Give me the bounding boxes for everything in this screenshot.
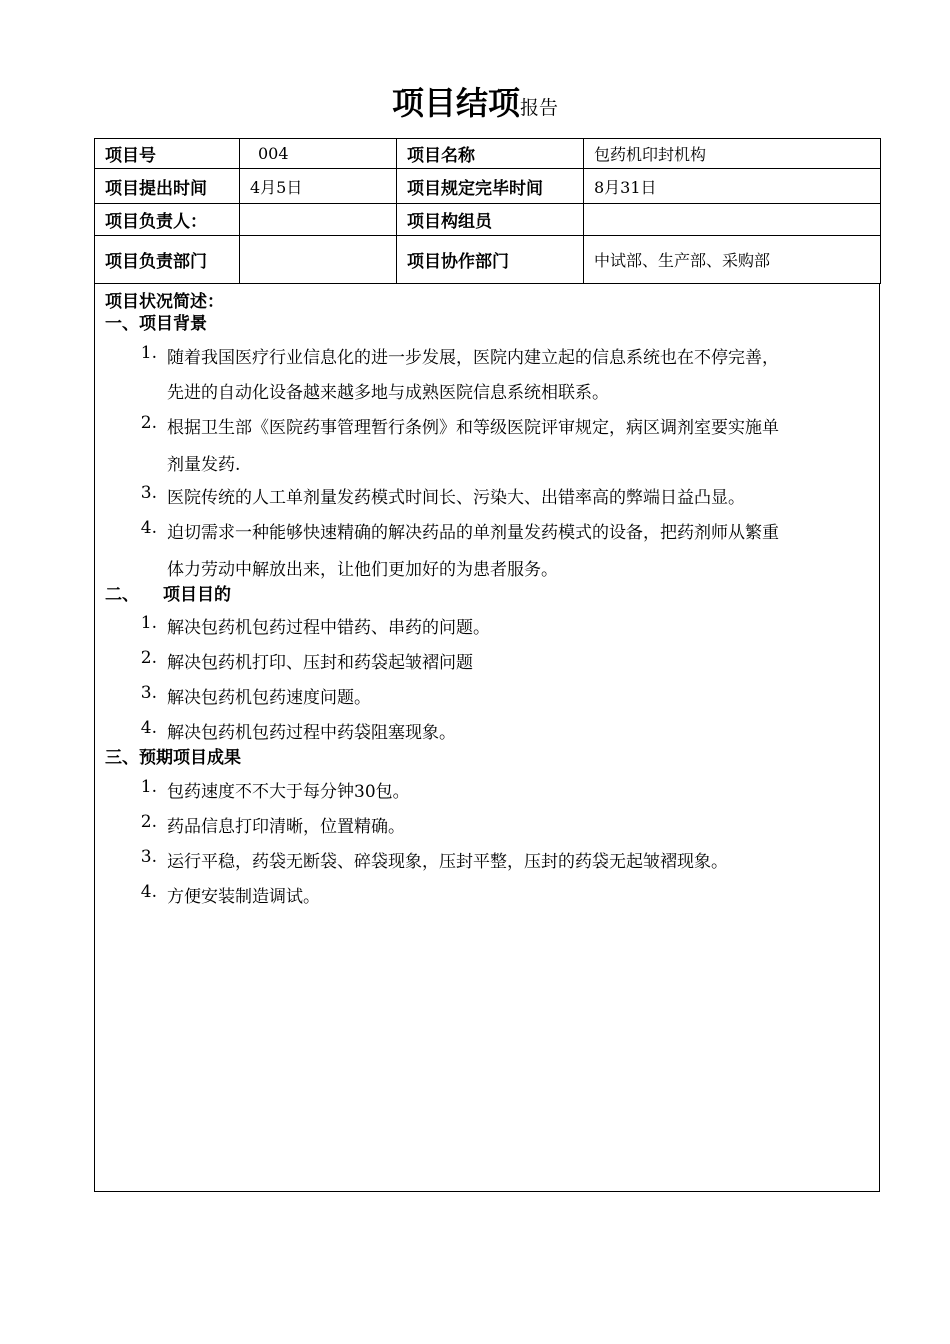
value-team-members	[584, 204, 881, 236]
label-proposal-date: 项目提出时间	[95, 169, 240, 204]
label-deadline: 项目规定完毕时间	[397, 169, 584, 204]
project-info-table	[94, 138, 881, 284]
info-row	[95, 169, 881, 204]
value-responsible-dept	[240, 236, 397, 284]
label-team-members: 项目构组员	[397, 204, 584, 236]
label-responsible-dept: 项目负责部门	[95, 236, 240, 284]
value-project-leader	[240, 204, 397, 236]
label-project-leader: 项目负责人：	[95, 204, 240, 236]
list-item-continuation: 剂量发药.	[167, 455, 241, 475]
section-background-title: 一、项目背景	[105, 314, 207, 334]
info-row	[95, 139, 881, 169]
value-deadline: 8月31日	[584, 169, 881, 204]
summary-heading: 项目状况简述：	[105, 292, 224, 312]
report-title-main: 项目结项	[391, 84, 520, 122]
value-project-name: 包药机印封机构	[584, 139, 881, 169]
info-row	[95, 204, 881, 236]
value-project-number: 004	[240, 139, 397, 169]
value-cooperating-dept: 中试部、生产部、采购部	[584, 236, 881, 284]
label-cooperating-dept: 项目协作部门	[397, 236, 584, 284]
list-item-continuation: 体力劳动中解放出来，让他们更加好的为患者服务。	[167, 560, 558, 580]
section-expected-results-title: 三、预期项目成果	[105, 748, 241, 768]
info-row	[95, 236, 881, 284]
section-purpose-title: 二、 项目目的	[105, 585, 231, 605]
label-project-number: 项目号	[95, 139, 240, 169]
value-proposal-date: 4月5日	[240, 169, 397, 204]
label-project-name: 项目名称	[397, 139, 584, 169]
report-title-suffix: 报告	[520, 97, 559, 119]
list-item-continuation: 先进的自动化设备越来越多地与成熟医院信息系统相联系。	[167, 383, 609, 403]
report-title	[0, 78, 950, 124]
project-summary-box: 项目状况简述： 一、项目背景 1. 随着我国医疗行业信息化的进一步发展，医院内建立起的信息系统也在不停完善， 先进的自动化设备越来越多地与成熟医院信息系统相联系。 2. 根据卫生部《医院药事管理暂行条例》和等级医院评审规定，病区调剂室要实施单 剂量发药. 3. 医院传统的人工单剂量发药模式时间长、污染大、出错率高的弊端日益凸显。 4. 迫切需求一种能够快速精确的解决药品的单剂量发药模式的设备，把药剂师从繁重 体力劳动中解放出来，让他们更加好的为患者服务。 二、 项目目的 1. 解决包药机包药过程中错药、串药的问题。 2. 解决包药机打印、压封和药袋起皱褶问题 3. 解决包药机包药速度问题。 4. 解决包药机包药过程中药袋阻塞现象。 三、预期项目成果 1. 包药速度不不大于每分钟30包。 2. 药品信息打印清晰，位置精确。 3. 运行平稳，药袋无断袋、碎袋现象，压封平整，压封的药袋无起皱褶现象。 4. 方便安装制造调试。	[94, 283, 880, 1192]
